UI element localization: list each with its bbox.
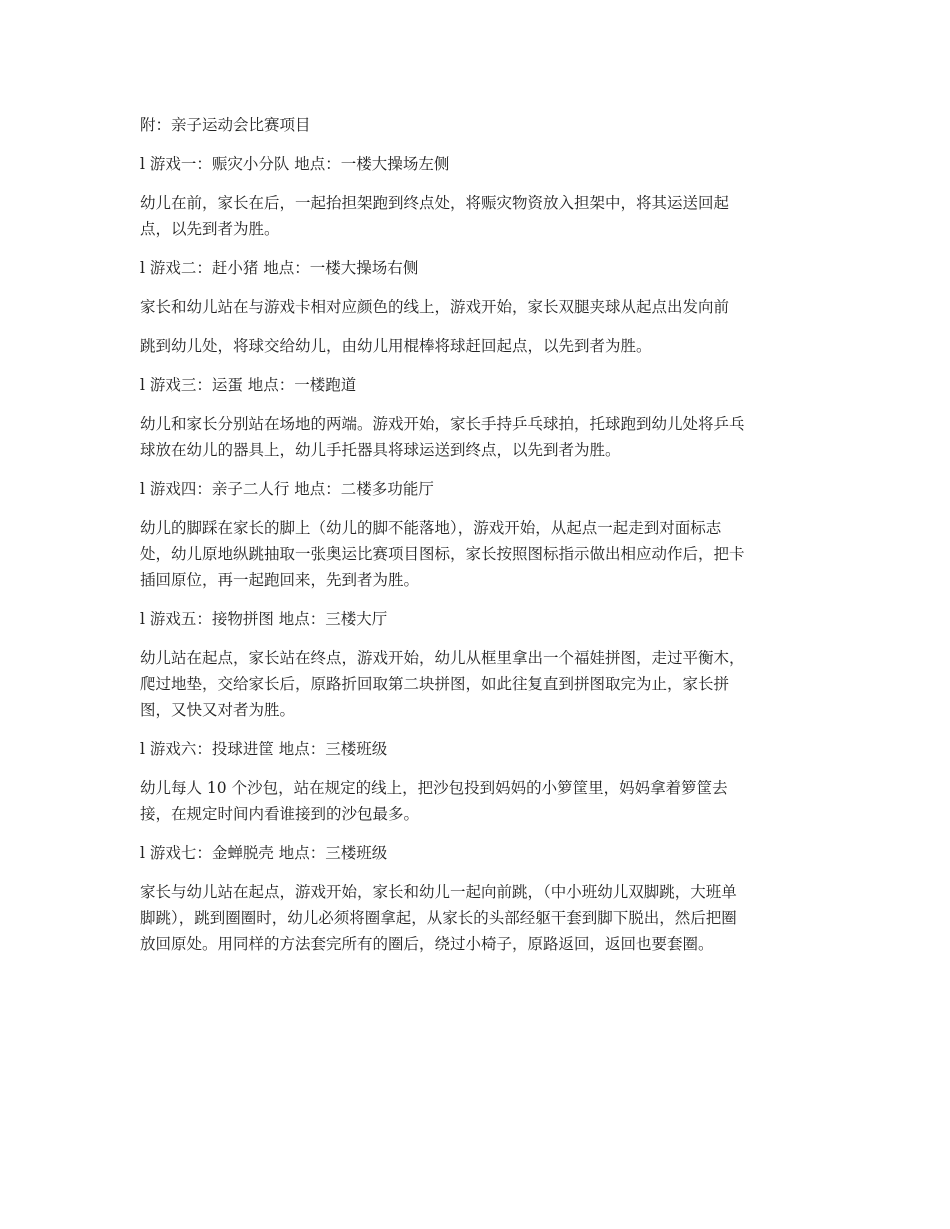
description-line: 脚跳），跳到圈圈时，幼儿必须将圈拿起，从家长的头部经躯干套到脚下脱出，然后把圈 (140, 909, 737, 927)
game-description (140, 515, 810, 593)
game-description (140, 645, 810, 723)
game-title: l 游戏五：接物拼图 地点：三楼大厅 (140, 610, 388, 628)
description-line: 爬过地垫，交给家长后，原路折回取第二块拼图，如此往复直到拼图取完为止，家长拼 (140, 675, 730, 693)
game-description (140, 775, 810, 827)
description-line: 跳到幼儿处，将球交给幼儿，由幼儿用棍棒将球赶回起点，以先到者为胜。 (140, 337, 652, 355)
game-title: l 游戏三：运蛋 地点：一楼跑道 (140, 376, 357, 394)
game-title: l 游戏二：赶小猪 地点：一楼大操场右侧 (140, 259, 419, 277)
description-line: 幼儿每人 10 个沙包，站在规定的线上，把沙包投到妈妈的小箩筐里，妈妈拿着箩筐去 (140, 779, 728, 797)
game-description (140, 294, 810, 320)
description-line: 家长与幼儿站在起点，游戏开始，家长和幼儿一起向前跳，（中小班幼儿双脚跳，大班单 (140, 883, 737, 901)
description-line: 插回原位，再一起跑回来，先到者为胜。 (140, 571, 420, 589)
description-line: 幼儿和家长分别站在场地的两端。游戏开始，家长手持乒乓球拍，托球跑到幼儿处将乒乓 (140, 415, 745, 433)
document-page (140, 112, 810, 970)
description-line: 处，幼儿原地纵跳抽取一张奥运比赛项目图标，家长按照图标指示做出相应动作后，把卡 (140, 545, 745, 563)
description-line: 家长和幼儿站在与游戏卡相对应颜色的线上，游戏开始，家长双腿夹球从起点出发向前 (140, 298, 730, 316)
game-title: l 游戏一：赈灾小分队 地点：一楼大操场左侧 (140, 155, 450, 173)
description-line: 球放在幼儿的器具上，幼儿手托器具将球运送到终点，以先到者为胜。 (140, 441, 621, 459)
description-line: 幼儿站在起点，家长站在终点，游戏开始，幼儿从框里拿出一个福娃拼图，走过平衡木， (140, 649, 745, 667)
description-line: 幼儿在前，家长在后，一起抬担架跑到终点处，将赈灾物资放入担架中，将其运送回起 (140, 194, 730, 212)
game-description (140, 879, 810, 957)
game-description (140, 190, 810, 242)
game-title: l 游戏六：投球进筐 地点：三楼班级 (140, 740, 388, 758)
game-title: l 游戏七：金蝉脱壳 地点：三楼班级 (140, 844, 388, 862)
description-line: 幼儿的脚踩在家长的脚上（幼儿的脚不能落地），游戏开始，从起点一起走到对面标志 (140, 519, 722, 537)
game-description (140, 333, 810, 359)
description-line: 接，在规定时间内看谁接到的沙包最多。 (140, 805, 420, 823)
game-description (140, 411, 810, 463)
description-line: 放回原处。用同样的方法套完所有的圈后，绕过小椅子，原路返回，返回也要套圈。 (140, 935, 714, 953)
description-line: 点，以先到者为胜。 (140, 220, 280, 238)
doc-heading: 附：亲子运动会比赛项目 (140, 116, 311, 134)
game-title: l 游戏四：亲子二人行 地点：二楼多功能厅 (140, 480, 434, 498)
description-line: 图，又快又对者为胜。 (140, 701, 296, 719)
